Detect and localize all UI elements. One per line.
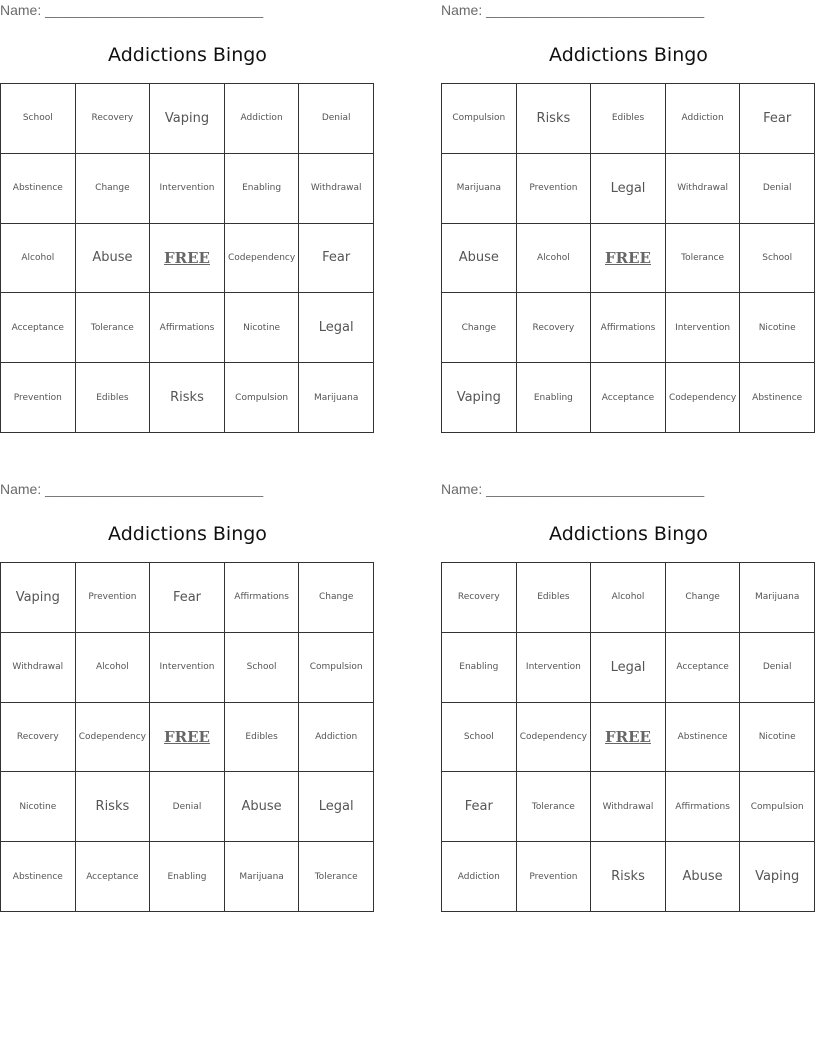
bingo-cell: Abuse <box>76 224 151 294</box>
bingo-cell: Alcohol <box>517 224 592 294</box>
bingo-cell: Intervention <box>517 633 592 703</box>
bingo-cell: Change <box>299 563 374 633</box>
bingo-cell: Addiction <box>666 84 741 154</box>
bingo-cell: Addiction <box>299 703 374 773</box>
bingo-cell: Withdrawal <box>666 154 741 224</box>
bingo-cell: School <box>1 84 76 154</box>
bingo-cell: Edibles <box>225 703 300 773</box>
bingo-cell: Prevention <box>517 842 592 912</box>
bingo-grid <box>0 562 374 912</box>
bingo-cell: Abuse <box>225 772 300 842</box>
bingo-cell: Prevention <box>517 154 592 224</box>
bingo-cell: Vaping <box>740 842 815 912</box>
bingo-cell: Affirmations <box>225 563 300 633</box>
name-field-label: Name: ____________________________ <box>441 2 705 18</box>
bingo-cell: Abstinence <box>1 154 76 224</box>
bingo-cell: Legal <box>299 293 374 363</box>
bingo-cell: Affirmations <box>591 293 666 363</box>
bingo-cell: Compulsion <box>299 633 374 703</box>
free-space: FREE <box>150 224 225 294</box>
card-title: Addictions Bingo <box>549 523 708 545</box>
bingo-cell: Acceptance <box>1 293 76 363</box>
bingo-cell: Legal <box>299 772 374 842</box>
bingo-cell: Codependency <box>76 703 151 773</box>
bingo-cell: School <box>740 224 815 294</box>
bingo-cell: Codependency <box>225 224 300 294</box>
bingo-cell: Legal <box>591 633 666 703</box>
free-space: FREE <box>591 703 666 773</box>
bingo-grid <box>441 83 815 433</box>
card-title: Addictions Bingo <box>108 523 267 545</box>
bingo-cell: Abuse <box>442 224 517 294</box>
bingo-cell: Withdrawal <box>299 154 374 224</box>
bingo-cell: Compulsion <box>225 363 300 433</box>
bingo-cell: Risks <box>591 842 666 912</box>
bingo-cell: Compulsion <box>740 772 815 842</box>
bingo-cell: Prevention <box>76 563 151 633</box>
bingo-cell: Recovery <box>76 84 151 154</box>
bingo-cell: Abuse <box>666 842 741 912</box>
bingo-cell: Alcohol <box>591 563 666 633</box>
bingo-cell: Enabling <box>150 842 225 912</box>
bingo-cell: Marijuana <box>740 563 815 633</box>
bingo-cell: Denial <box>299 84 374 154</box>
bingo-cell: Change <box>76 154 151 224</box>
bingo-cell: School <box>442 703 517 773</box>
bingo-cell: Abstinence <box>740 363 815 433</box>
bingo-cell: Tolerance <box>76 293 151 363</box>
bingo-cell: Intervention <box>150 633 225 703</box>
bingo-grid <box>441 562 815 912</box>
card-title: Addictions Bingo <box>549 44 708 66</box>
bingo-cell: Fear <box>299 224 374 294</box>
bingo-cell: Vaping <box>150 84 225 154</box>
bingo-cell: Denial <box>740 633 815 703</box>
bingo-cell: Recovery <box>442 563 517 633</box>
bingo-cell: Nicotine <box>740 293 815 363</box>
bingo-cell: Nicotine <box>740 703 815 773</box>
name-field-label: Name: ____________________________ <box>0 481 264 497</box>
bingo-cell: Fear <box>740 84 815 154</box>
bingo-cell: Marijuana <box>299 363 374 433</box>
bingo-cell: Tolerance <box>299 842 374 912</box>
bingo-cell: Nicotine <box>1 772 76 842</box>
name-field-label: Name: ____________________________ <box>0 2 264 18</box>
bingo-cell: Withdrawal <box>591 772 666 842</box>
bingo-cell: Alcohol <box>76 633 151 703</box>
bingo-cell: Enabling <box>225 154 300 224</box>
free-space: FREE <box>591 224 666 294</box>
bingo-cell: Withdrawal <box>1 633 76 703</box>
card-title: Addictions Bingo <box>108 44 267 66</box>
bingo-cell: Denial <box>740 154 815 224</box>
bingo-cell: Edibles <box>591 84 666 154</box>
bingo-cell: Codependency <box>517 703 592 773</box>
bingo-cell: Acceptance <box>591 363 666 433</box>
bingo-cell: School <box>225 633 300 703</box>
bingo-cell: Marijuana <box>225 842 300 912</box>
name-field-label: Name: ____________________________ <box>441 481 705 497</box>
free-space: FREE <box>150 703 225 773</box>
bingo-cell: Tolerance <box>666 224 741 294</box>
bingo-cell: Tolerance <box>517 772 592 842</box>
bingo-cell: Fear <box>442 772 517 842</box>
bingo-cell: Intervention <box>150 154 225 224</box>
bingo-cell: Change <box>442 293 517 363</box>
bingo-cell: Change <box>666 563 741 633</box>
bingo-cell: Marijuana <box>442 154 517 224</box>
bingo-cell: Abstinence <box>666 703 741 773</box>
bingo-cell: Addiction <box>225 84 300 154</box>
bingo-cell: Risks <box>76 772 151 842</box>
bingo-cell: Recovery <box>1 703 76 773</box>
bingo-cell: Vaping <box>1 563 76 633</box>
bingo-cell: Abstinence <box>1 842 76 912</box>
bingo-grid <box>0 83 374 433</box>
bingo-cell: Intervention <box>666 293 741 363</box>
bingo-cell: Codependency <box>666 363 741 433</box>
bingo-cell: Acceptance <box>76 842 151 912</box>
bingo-cell: Addiction <box>442 842 517 912</box>
bingo-cell: Edibles <box>76 363 151 433</box>
bingo-cell: Affirmations <box>150 293 225 363</box>
bingo-cell: Enabling <box>442 633 517 703</box>
bingo-cell: Fear <box>150 563 225 633</box>
bingo-cell: Compulsion <box>442 84 517 154</box>
bingo-cell: Prevention <box>1 363 76 433</box>
bingo-cell: Enabling <box>517 363 592 433</box>
bingo-cell: Legal <box>591 154 666 224</box>
bingo-cell: Edibles <box>517 563 592 633</box>
bingo-cell: Denial <box>150 772 225 842</box>
bingo-cell: Alcohol <box>1 224 76 294</box>
bingo-cell: Vaping <box>442 363 517 433</box>
bingo-cell: Nicotine <box>225 293 300 363</box>
bingo-cell: Affirmations <box>666 772 741 842</box>
bingo-cell: Risks <box>517 84 592 154</box>
bingo-cell: Recovery <box>517 293 592 363</box>
bingo-cell: Risks <box>150 363 225 433</box>
bingo-cell: Acceptance <box>666 633 741 703</box>
